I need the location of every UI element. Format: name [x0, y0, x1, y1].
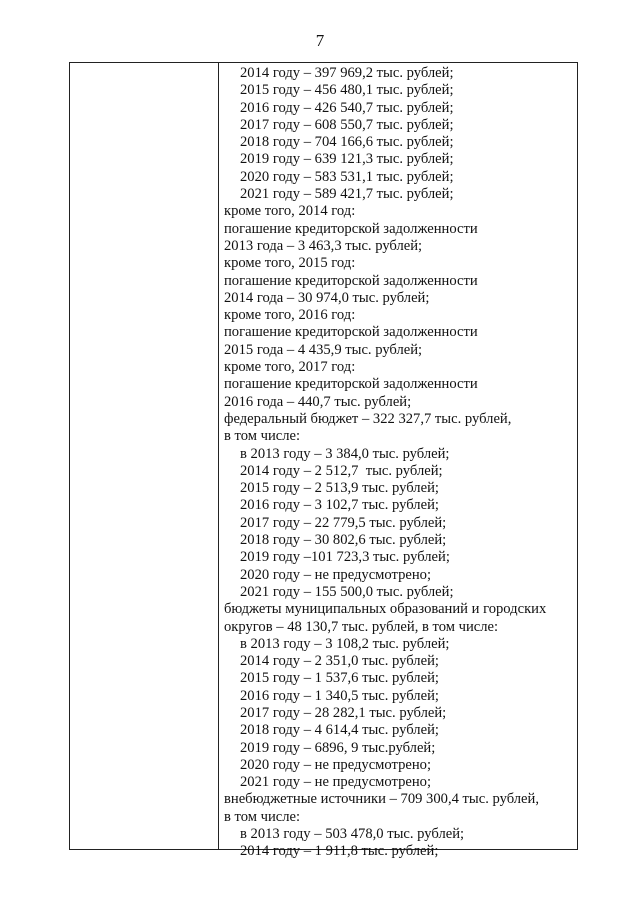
text-line: федеральный бюджет – 322 327,7 тыс. рублей,: [224, 410, 512, 427]
text-line: 2016 году – 426 540,7 тыс. рублей;: [240, 99, 454, 116]
text-line: 2019 году – 639 121,3 тыс. рублей;: [240, 151, 454, 168]
text-line: 2020 году – не предусмотрено;: [240, 756, 432, 773]
text-line: 2016 года – 440,7 тыс. рублей;: [224, 393, 412, 410]
text-line: 2020 году – 583 531,1 тыс. рублей;: [240, 168, 454, 185]
text-line: кроме того, 2014 год:: [224, 203, 356, 220]
text-line: 2019 году –101 723,3 тыс. рублей;: [240, 549, 450, 566]
text-line: 2016 году – 3 102,7 тыс. рублей;: [240, 497, 439, 514]
text-line: в 2013 году – 3 108,2 тыс. рублей;: [240, 635, 450, 652]
table-right-column: [224, 65, 573, 861]
text-line: 2018 году – 30 802,6 тыс. рублей;: [240, 532, 447, 549]
page-number: 7: [315, 31, 325, 50]
text-line: округов – 48 130,7 тыс. рублей, в том числе:: [224, 618, 499, 635]
text-line: 2015 года – 4 435,9 тыс. рублей;: [224, 341, 423, 358]
text-line: погашение кредиторской задолженности: [224, 220, 478, 237]
text-line: погашение кредиторской задолженности: [224, 324, 478, 341]
text-line: внебюджетные источники – 709 300,4 тыс. рублей,: [224, 791, 539, 808]
text-line: 2021 году – 589 421,7 тыс. рублей;: [240, 186, 454, 203]
text-line: 2019 году – 6896, 9 тыс.рублей;: [240, 739, 436, 756]
text-line: погашение кредиторской задолженности: [224, 272, 478, 289]
text-line: 2021 году – не предусмотрено;: [240, 774, 432, 791]
text-line: 2017 году – 22 779,5 тыс. рублей;: [240, 514, 447, 531]
text-line: 2014 году – 2 351,0 тыс. рублей;: [240, 653, 439, 670]
text-line: 2020 году – не предусмотрено;: [240, 566, 432, 583]
text-line: погашение кредиторской задолженности: [224, 376, 478, 393]
text-line: 2018 году – 704 166,6 тыс. рублей;: [240, 134, 454, 151]
table-left-column: [70, 63, 219, 849]
text-line: 2018 году – 4 614,4 тыс. рублей;: [240, 722, 439, 739]
text-line: 2014 году – 397 969,2 тыс. рублей;: [240, 65, 454, 81]
text-line: 2015 году – 2 513,9 тыс. рублей;: [240, 480, 439, 497]
text-line: 2021 году – 155 500,0 тыс. рублей;: [240, 583, 454, 600]
document-table: [69, 62, 578, 860]
text-line: 2014 году – 1 911,8 тыс. рублей;: [240, 843, 439, 860]
text-line: 2013 года – 3 463,3 тыс. рублей;: [224, 237, 423, 254]
text-line: 2014 году – 2 512,7 тыс. рублей;: [240, 462, 443, 479]
text-line: кроме того, 2016 год:: [224, 307, 356, 324]
text-line: 2014 года – 30 974,0 тыс. рублей;: [224, 289, 430, 306]
text-line: 2017 году – 608 550,7 тыс. рублей;: [240, 116, 454, 133]
text-line: в 2013 году – 3 384,0 тыс. рублей;: [240, 445, 450, 462]
text-line: в том числе:: [224, 808, 301, 825]
text-line: кроме того, 2017 год:: [224, 359, 356, 376]
text-line: бюджеты муниципальных образований и городских: [224, 601, 547, 618]
text-line: в том числе:: [224, 428, 301, 445]
text-line: 2015 году – 456 480,1 тыс. рублей;: [240, 82, 454, 99]
text-line: 2017 году – 28 282,1 тыс. рублей;: [240, 704, 447, 721]
text-line: кроме того, 2015 год:: [224, 255, 356, 272]
text-line: в 2013 году – 503 478,0 тыс. рублей;: [240, 826, 465, 843]
text-line: 2015 году – 1 537,6 тыс. рублей;: [240, 670, 439, 687]
text-line: 2016 году – 1 340,5 тыс. рублей;: [240, 687, 439, 704]
